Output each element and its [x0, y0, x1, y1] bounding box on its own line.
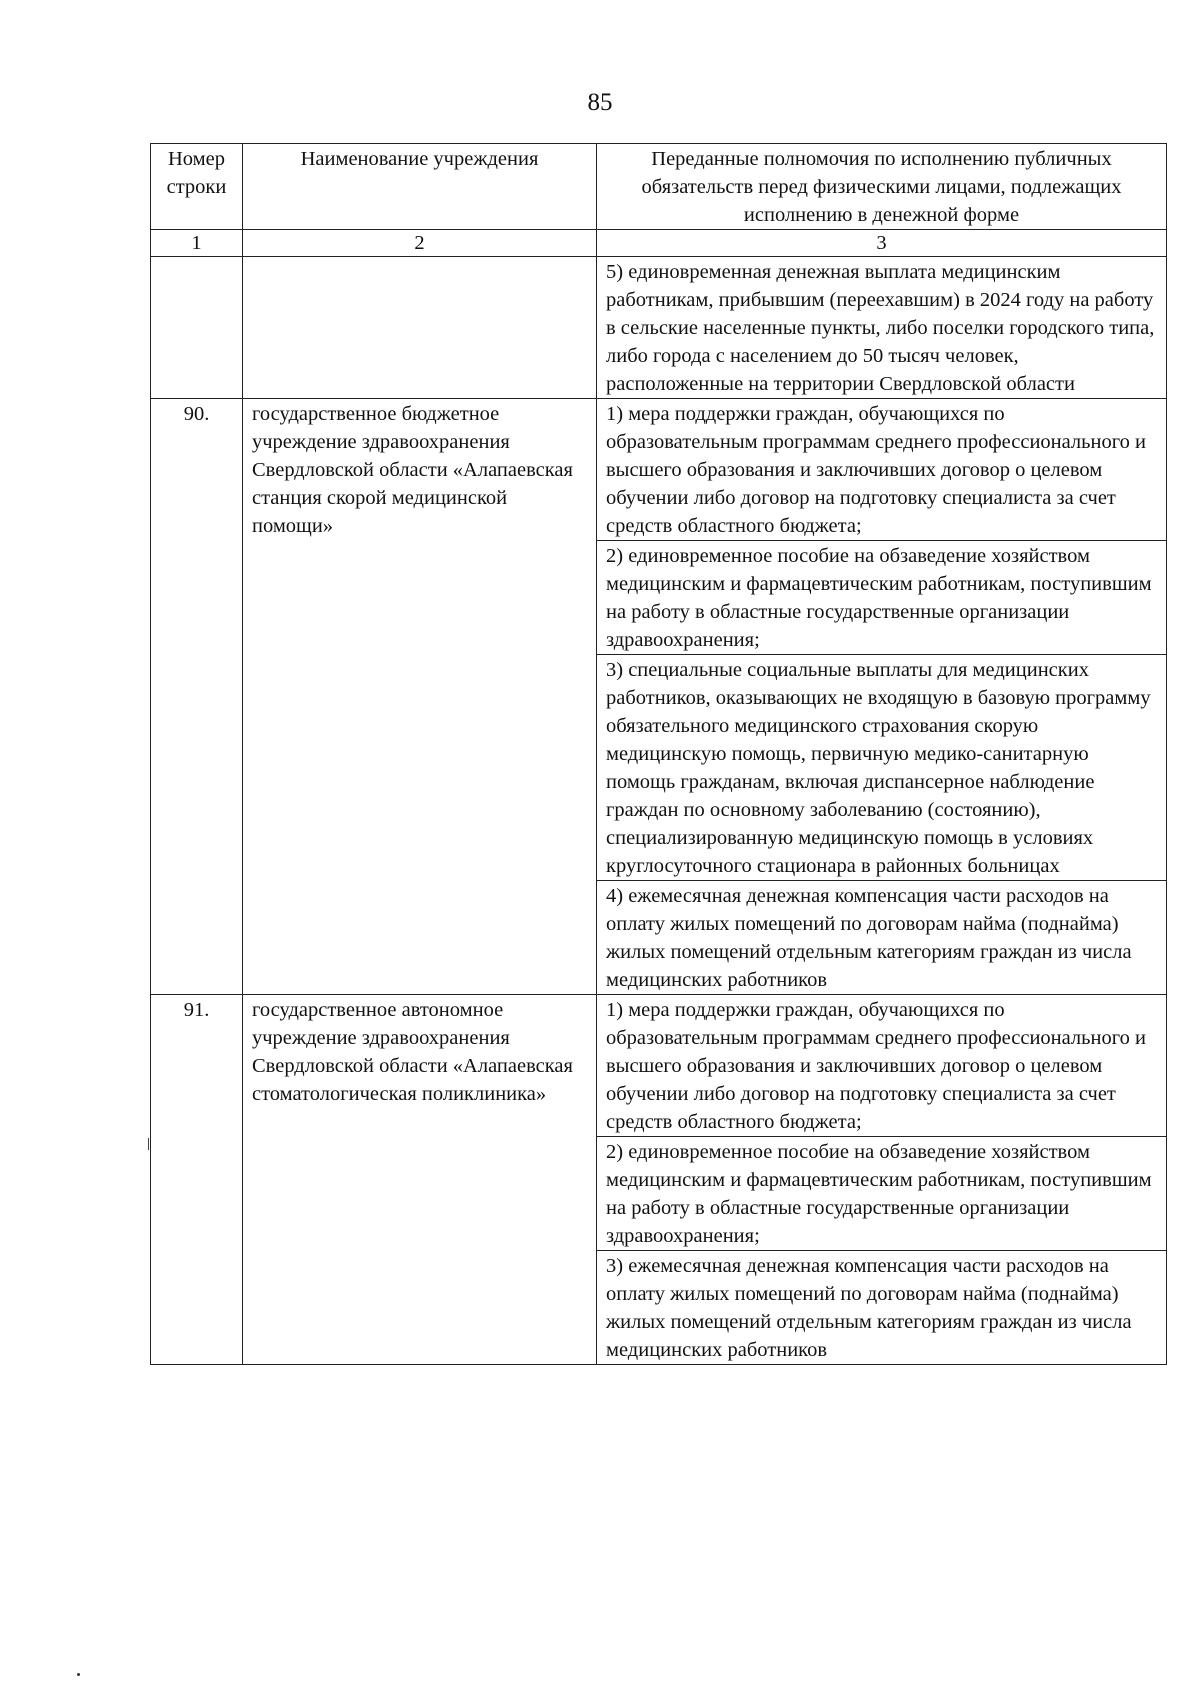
- power-item: 4) ежемесячная денежная компенсация части расходов на оплату жилых помещений по договорам найма (поднайма) жилых помещений отдельным категориям граждан из числа медицинских работников: [597, 881, 1167, 995]
- table-row: [151, 995, 1167, 1137]
- header-institution-name: Наименование учреждения: [243, 144, 597, 230]
- power-item: 3) специальные социальные выплаты для медицинских работников, оказывающих не входящую в базовую программу обязательного медицинского страхования скорую медицинскую помощь, первичную медико-санитарную помощь гражданам, включая диспансерное наблюдение граждан по основному заболеванию (состоянию), специализированную медицинскую помощь в условиях круглосуточного стационара в районных больницах: [597, 655, 1167, 881]
- row-number: 91.: [151, 995, 243, 1365]
- institution-name: государственное автономное учреждение здравоохранения Свердловской области «Алапаевская стоматологическая поликлиника»: [243, 995, 597, 1365]
- table-row: [151, 257, 1167, 399]
- row-number: [151, 257, 243, 399]
- column-number-1: 1: [151, 230, 243, 257]
- table-header-row: [151, 144, 1167, 230]
- column-number-3: 3: [597, 230, 1167, 257]
- power-item: 3) ежемесячная денежная компенсация части расходов на оплату жилых помещений по договорам найма (поднайма) жилых помещений отдельным категориям граждан из числа медицинских работников: [597, 1251, 1167, 1365]
- scan-mark: [148, 1138, 149, 1150]
- page-number: 85: [587, 89, 613, 116]
- header-transferred-powers: Переданные полномочия по исполнению публичных обязательств перед физическими лицами, подлежащих исполнению в денежной форме: [597, 144, 1167, 230]
- powers-table: [150, 143, 1167, 1365]
- table-row: [151, 399, 1167, 541]
- power-item: 5) единовременная денежная выплата медицинским работникам, прибывшим (переехавшим) в 2024 году на работу в сельские населенные пункты, либо поселки городского типа, либо города с населением до 50 тысяч человек, расположенные на территории Свердловской области: [597, 257, 1167, 399]
- power-item: 2) единовременное пособие на обзаведение хозяйством медицинским и фармацевтическим работникам, поступившим на работу в областные государственные организации здравоохранения;: [597, 541, 1167, 655]
- institution-name: [243, 257, 597, 399]
- column-number-2: 2: [243, 230, 597, 257]
- power-item: 2) единовременное пособие на обзаведение хозяйством медицинским и фармацевтическим работникам, поступившим на работу в областные государственные организации здравоохранения;: [597, 1137, 1167, 1251]
- power-item: 1) мера поддержки граждан, обучающихся по образовательным программам среднего профессионального и высшего образования и заключивших договор о целевом обучении либо договор на подготовку специалиста за счет средств областного бюджета;: [597, 995, 1167, 1137]
- header-row-number: Номер строки: [151, 144, 243, 230]
- power-item: 1) мера поддержки граждан, обучающихся по образовательным программам среднего профессионального и высшего образования и заключивших договор о целевом обучении либо договор на подготовку специалиста за счет средств областного бюджета;: [597, 399, 1167, 541]
- row-number: 90.: [151, 399, 243, 995]
- institution-name: государственное бюджетное учреждение здравоохранения Свердловской области «Алапаевская станция скорой медицинской помощи»: [243, 399, 597, 995]
- column-number-row: [151, 230, 1167, 257]
- scan-dot: [77, 1673, 80, 1676]
